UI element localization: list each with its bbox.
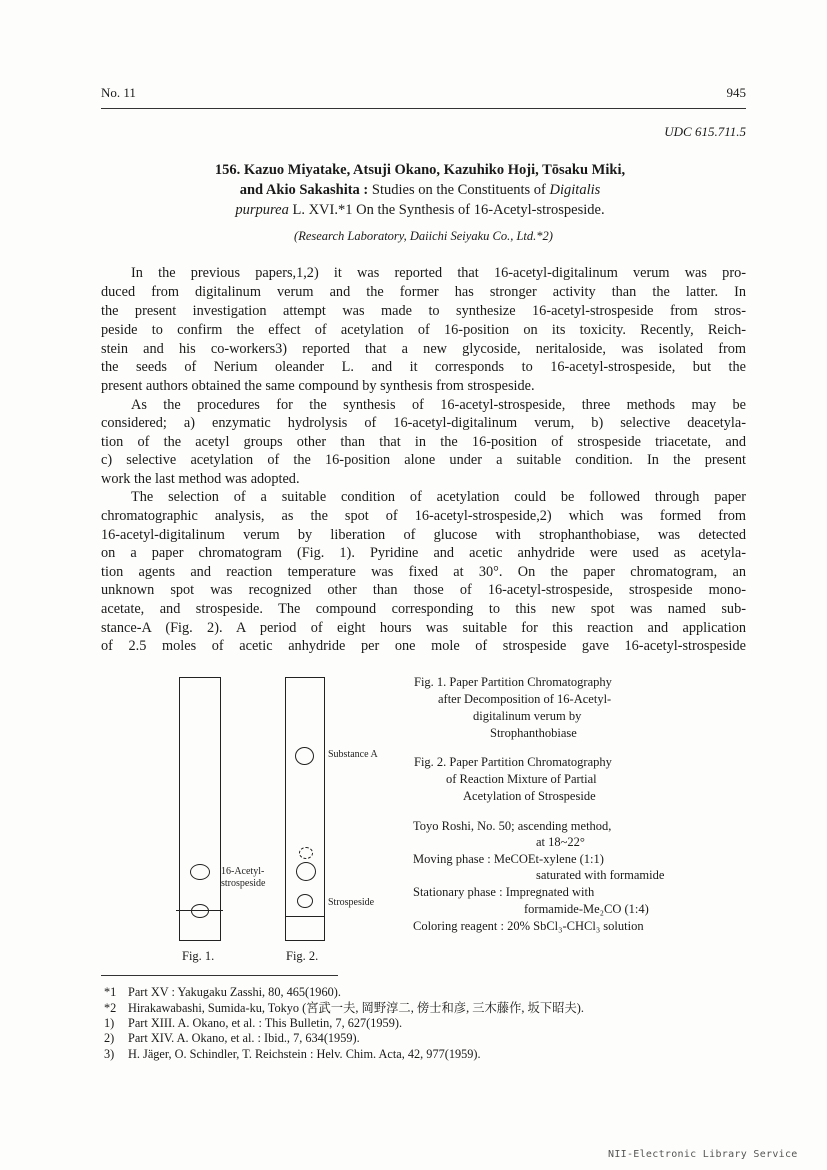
footnote [104, 1046, 481, 1062]
label-16-acetyl-strospeside: 16-Acetyl- strospeside [221, 866, 266, 889]
body-line: c) selective acetylation of the 16-position alone under a suitable condition. In the present [101, 452, 746, 468]
caption-line: Strophanthobiase [490, 726, 577, 740]
journal-issue: No. 11 [101, 85, 136, 100]
page-number: 945 [726, 85, 746, 100]
footnote-mark: 2) [104, 1031, 115, 1045]
condition-line: Toyo Roshi, No. 50; ascending method, [413, 819, 612, 833]
udc-code: UDC 615.711.5 [664, 124, 746, 139]
fig1-label: Fig. 1. [182, 949, 215, 963]
condition-line: formamide-Me₂CO (1:4) [524, 902, 649, 916]
footnote [104, 1000, 584, 1016]
footnote-mark: *2 [104, 1001, 117, 1015]
title-line-1: 156. Kazuo Miyatake, Atsuji Okano, Kazuhiko Hoji, Tōsaku Miki, [214, 162, 626, 178]
body-line: stein and his co-workers3) reported that a new glycoside, neritaloside, was isolated from [101, 341, 746, 357]
caption-line: of Reaction Mixture of Partial [446, 772, 597, 786]
fig2-spot-faint [299, 847, 313, 859]
library-watermark: NII-Electronic Library Service [608, 1149, 798, 1160]
body-line: In the previous papers,1,2) it was reported that 16-acetyl-digitalinum verum was pro- [131, 265, 746, 281]
footnote [104, 1030, 360, 1046]
affiliation: (Research Laboratory, Daiichi Seiyaku Co., Ltd.*2) [294, 229, 553, 243]
footnote-mark: 3) [104, 1047, 115, 1061]
condition-line: at 18~22° [536, 835, 585, 849]
footnote-mark: *1 [104, 985, 117, 999]
title-italic-2: Digitalis [549, 182, 601, 198]
authors-2: and Akio Sakashita : [239, 182, 369, 198]
fig1-spot-origin [191, 904, 209, 918]
footnote-text: Part XV : Yakugaku Zasshi, 80, 465(1960). [128, 985, 341, 999]
fig1-paper-strip [179, 677, 221, 941]
fig2-spot-substance-a [295, 747, 314, 765]
body-line: peside to confirm the effect of acetylation of 16-position on its toxicity. Recently, Reich- [101, 322, 746, 338]
title-line-3 [140, 200, 700, 220]
body-line: unknown spot was recognized other than those of 16-acetyl-strospeside, strospeside mono- [101, 582, 746, 598]
fig2-spot-16-acetyl [296, 862, 316, 881]
label-strospeside: Strospeside [328, 897, 375, 908]
fig1-origin-tick-right [215, 910, 223, 911]
condition-line: Moving phase : MeCOEt-xylene (1:1) [413, 852, 604, 866]
header-rule [101, 108, 746, 109]
caption-line: after Decomposition of 16-Acetyl- [438, 692, 612, 706]
condition-line: Coloring reagent : 20% SbCl₃-CHCl₃ solution [413, 919, 644, 933]
caption-line: Fig. 1. Paper Partition Chromatography [414, 675, 612, 689]
caption-line: Acetylation of Strospeside [463, 789, 596, 803]
body-line: present authors obtained the same compound by synthesis from strospeside. [101, 378, 535, 394]
condition-line: saturated with formamide [536, 868, 665, 882]
fig2-label: Fig. 2. [286, 949, 319, 963]
body-line: acetate, and strospeside. The compound corresponding to this new spot was named sub- [101, 601, 746, 617]
body-line: stance-A (Fig. 2). A period of eight hours was suitable for this reaction and application [101, 620, 746, 636]
body-line: chromatographic analysis, as the spot of 16-acetyl-strospeside,2) which was formed from [101, 508, 746, 524]
body-line: The selection of a suitable condition of acetylation could be followed through paper [131, 489, 746, 505]
footnote-mark: 1) [104, 1016, 115, 1030]
footnote-text: Part XIII. A. Okano, et al. : This Bulletin, 7, 627(1959). [128, 1016, 403, 1030]
footnote-text: Hirakawabashi, Sumida-ku, Tokyo (宮武一夫, 岡野淳二, 傍士和彦, 三木藤作, 坂下昭夫). [128, 1001, 584, 1015]
fig1-origin-tick-left [176, 910, 184, 911]
title-text-2: Studies on the Constituents of [371, 182, 546, 198]
title-text-3: L. XVI.*1 On the Synthesis of 16-Acetyl-strospeside. [292, 202, 605, 218]
fig2-spot-strospeside [297, 894, 313, 908]
footnote [104, 1015, 402, 1031]
title-italic-3: purpurea [235, 202, 289, 218]
condition-line: Stationary phase : Impregnated with [413, 885, 595, 899]
body-line: 16-acetyl-digitalinum verum by liberation of glucose with strophanthobiase, was detected [101, 527, 746, 543]
body-line: tion of the acetyl groups other than that in the 16-position of strospeside triacetate, and [101, 434, 746, 450]
footnote-rule [101, 975, 338, 976]
body-line: considered; a) enzymatic hydrolysis of 16-acetyl-digitalinum verum, b) selective deacetyla- [101, 415, 746, 431]
body-line: the present investigation attempt was made to synthesize 16-acetyl-strospeside from stros- [101, 303, 746, 319]
caption-line: digitalinum verum by [473, 709, 582, 723]
fig1-spot-16-acetyl [190, 864, 210, 880]
footnote-text: H. Jäger, O. Schindler, T. Reichstein : Helv. Chim. Acta, 42, 977(1959). [128, 1047, 481, 1061]
body-line: tion agents and reaction temperature was fixed at 30°. On the paper chromatogram, an [101, 564, 746, 580]
title-line-2 [140, 180, 700, 200]
paper-title [140, 160, 700, 220]
caption-line: Fig. 2. Paper Partition Chromatography [414, 755, 612, 769]
body-line: on a paper chromatogram (Fig. 1). Pyridine and acetic anhydride were used as acetyla- [101, 545, 746, 561]
label-substance-a: Substance A [328, 749, 378, 760]
body-line: the seeds of Nerium oleander L. and it corresponds to 16-acetyl-strospeside, but the [101, 359, 746, 375]
fig2-origin-line [285, 916, 325, 917]
footnote [104, 984, 341, 1000]
footnote-text: Part XIV. A. Okano, et al. : Ibid., 7, 634(1959). [128, 1031, 360, 1045]
body-line: of 2.5 moles of acetic anhydride per one mole of strospeside gave 16-acetyl-strospeside [101, 638, 746, 654]
body-line: As the procedures for the synthesis of 16-acetyl-strospeside, three methods may be [131, 397, 746, 413]
body-line: duced from digitalinum verum and the former has stronger activity than the latter. In [101, 284, 746, 300]
body-line: work the last method was adopted. [101, 471, 300, 487]
